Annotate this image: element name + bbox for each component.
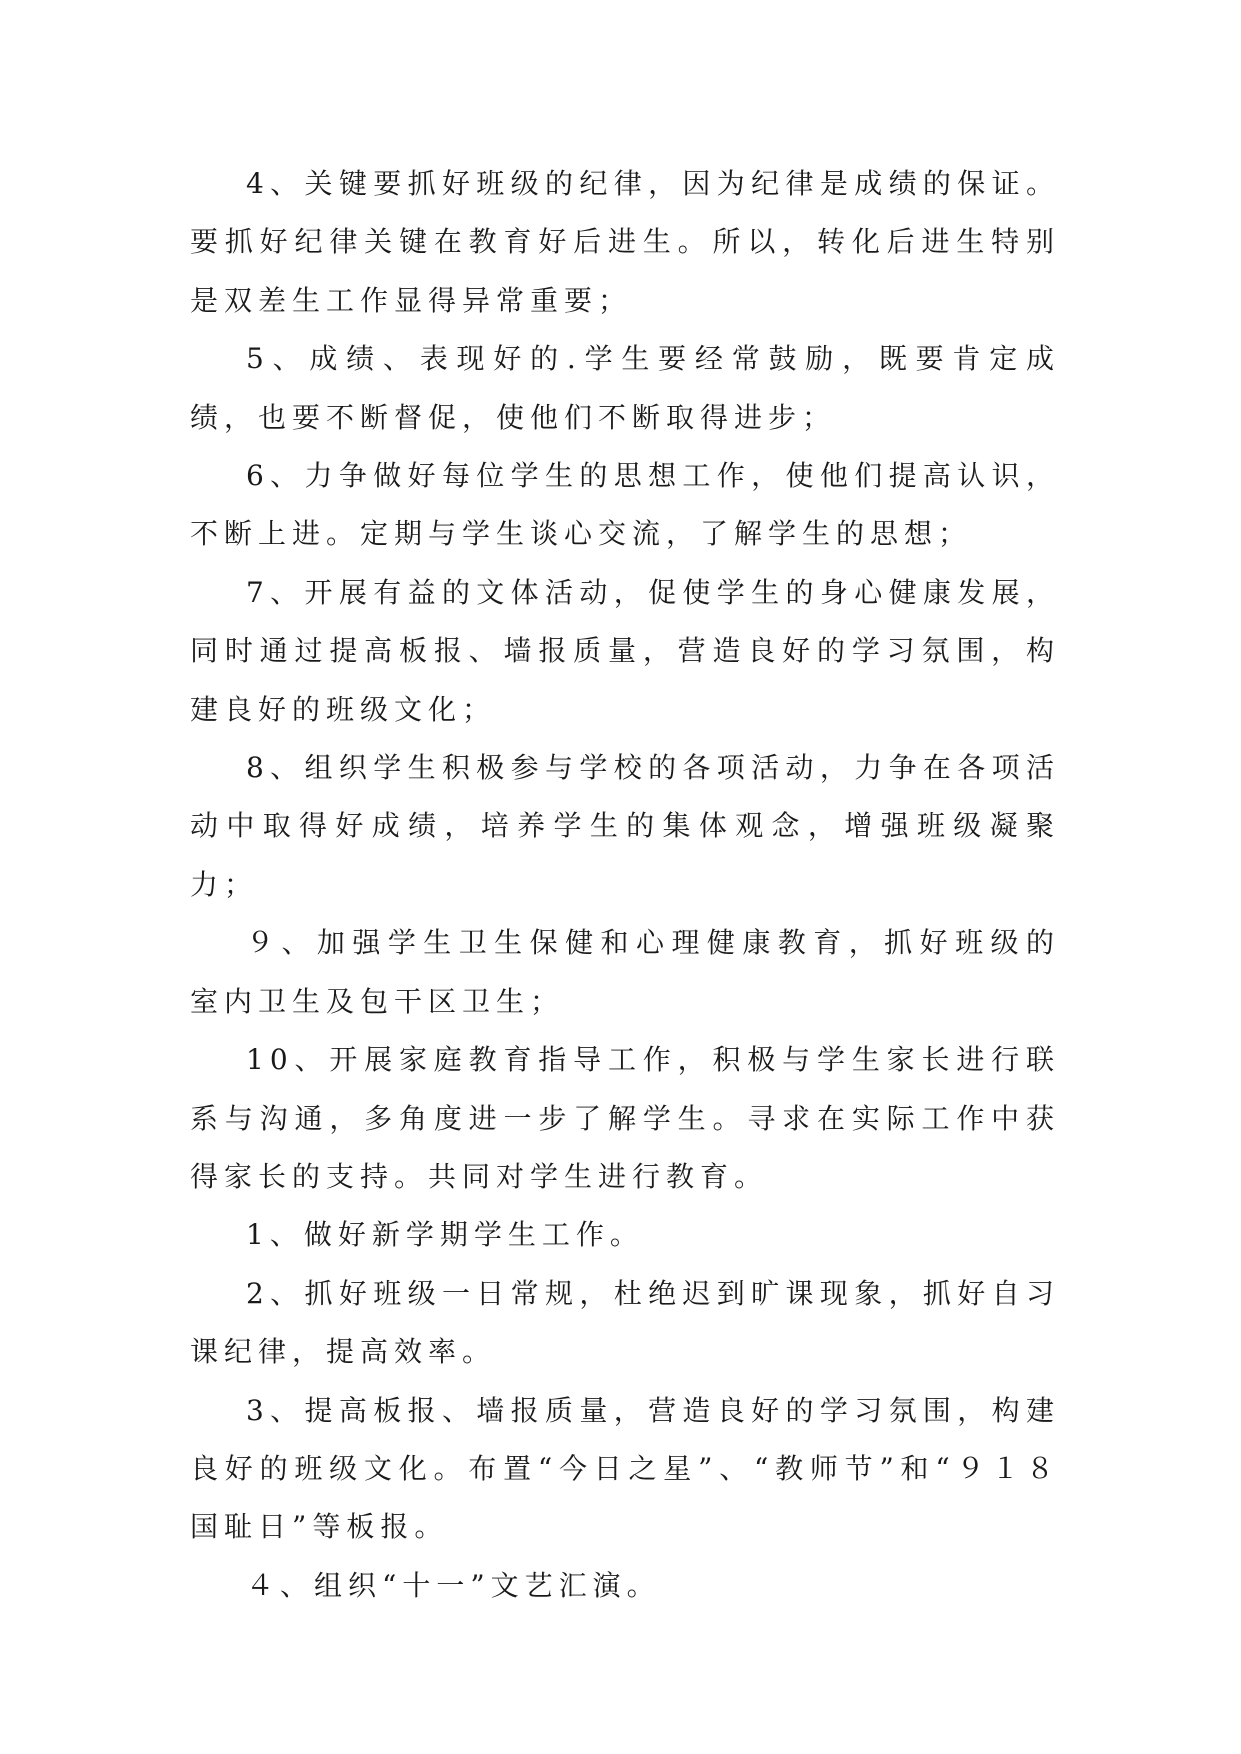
document-body <box>190 155 1060 1615</box>
paragraph-item-4: 4、关键要抓好班级的纪律，因为纪律是成绩的保证。要抓好纪律关键在教育好后进生。所以，转化后进生特别是双差生工作显得异常重要； <box>190 167 1060 317</box>
paragraph-plan-4: ４、组织“十一”文艺汇演。 <box>246 1568 661 1602</box>
paragraph-plan-3: 3、提高板报、墙报质量，营造良好的学习氛围，构建良好的班级文化。布置“今日之星”、“教师节”和“９１８国耻日”等板报。 <box>190 1393 1060 1544</box>
paragraph-item-6: 6、力争做好每位学生的思想工作，使他们提高认识，不断上进。定期与学生谈心交流，了解学生的思想； <box>190 459 1060 551</box>
paragraph-item-8: 8、组织学生积极参与学校的各项活动，力争在各项活动中取得好成绩，培养学生的集体观念，增强班级凝聚力； <box>190 751 1060 901</box>
paragraph-plan-1: 1、做好新学期学生工作。 <box>246 1218 644 1252</box>
paragraph-plan-2: 2、抓好班级一日常规，杜绝迟到旷课现象，抓好自习课纪律，提高效率。 <box>190 1276 1060 1369</box>
paragraph-item-5: 5、成绩、表现好的.学生要经常鼓励，既要肯定成绩，也要不断督促，使他们不断取得进步； <box>190 342 1060 434</box>
paragraph-item-7: 7、开展有益的文体活动，促使学生的身心健康发展，同时通过提高板报、墙报质量，营造良好的学习氛围，构建良好的班级文化； <box>190 575 1060 726</box>
paragraph-item-10: 10、开展家庭教育指导工作，积极与学生家长进行联系与沟通，多角度进一步了解学生。寻求在实际工作中获得家长的支持。共同对学生进行教育。 <box>190 1043 1060 1193</box>
paragraph-item-9: ９、加强学生卫生保健和心理健康教育，抓好班级的室内卫生及包干区卫生； <box>190 926 1060 1018</box>
